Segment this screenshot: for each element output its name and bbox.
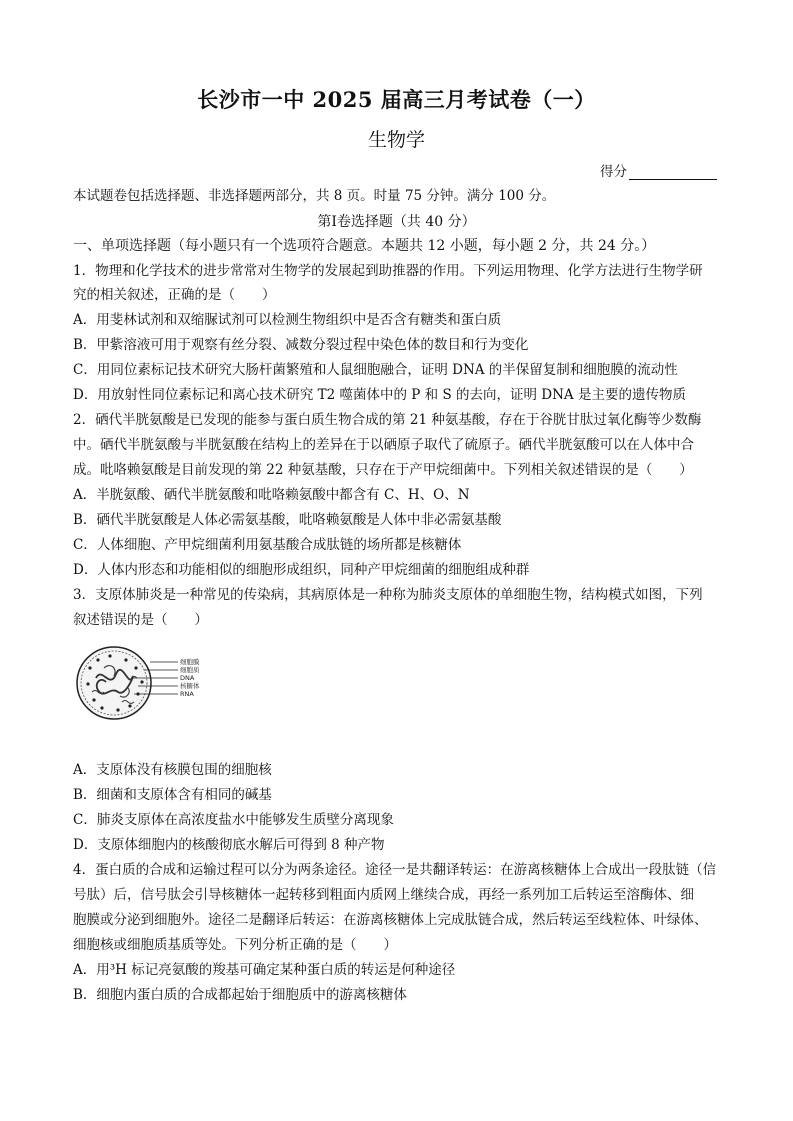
question-4-stem-line-3: 胞膜或分泌到细胞外。途径二是翻译后转运：在游离核糖体上完成肽链合成，然后转运至线粒体、叶绿体、 bbox=[73, 912, 708, 928]
question-4-option-b: B．细胞内蛋白质的合成都起始于细胞质中的游离核糖体 bbox=[73, 987, 407, 1003]
question-1-stem-line-1: 1．物理和化学技术的进步常常对生物学的发展起到助推器的作用。下列运用物理、化学方法进行生物学研 bbox=[73, 263, 703, 279]
question-3-option-d: D．支原体细胞内的核酸彻底水解后可得到 8 种产物 bbox=[73, 837, 385, 853]
question-4-stem-line-4: 细胞核或细胞质基质等处。下列分析正确的是（ ） bbox=[73, 937, 397, 953]
question-4-stem-line-2: 号肽）后，信号肽会引导核糖体一起转移到粗面内质网上继续合成，再经一系列加工后转运至溶酶体、细 bbox=[73, 887, 694, 903]
question-3-option-b: B．细菌和支原体含有相同的碱基 bbox=[73, 787, 272, 803]
question-2-option-b: B．硒代半胱氨酸是人体必需氨基酸，吡咯赖氨酸是人体中非必需氨基酸 bbox=[73, 512, 502, 528]
label-dna: DNA bbox=[180, 674, 195, 682]
label-ribosome: 核糖体 bbox=[180, 682, 200, 690]
question-4-option-a: A．用³H 标记亮氨酸的羧基可确定某种蛋白质的转运是何种途径 bbox=[73, 962, 456, 978]
score-field bbox=[600, 160, 717, 180]
score-blank bbox=[629, 165, 717, 180]
question-1-option-d: D．用放射性同位素标记和离心技术研究 T2 噬菌体中的 P 和 S 的去向，证明 DNA 是主要的遗传物质 bbox=[73, 387, 686, 403]
question-3-stem-line-1: 3．支原体肺炎是一种常见的传染病，其病原体是一种称为肺炎支原体的单细胞生物，结构模式如图，下列 bbox=[73, 587, 703, 603]
label-rna: RNA bbox=[180, 690, 194, 698]
question-2-stem-line-2: 中。硒代半胱氨酸与半胱氨酸在结构上的差异在于以硒原子取代了硫原子。硒代半胱氨酸可以在人体中合 bbox=[73, 437, 694, 453]
mycoplasma-diagram bbox=[74, 638, 234, 750]
question-1-option-a: A．用斐林试剂和双缩脲试剂可以检测生物组织中是否含有糖类和蛋白质 bbox=[73, 312, 502, 328]
question-3-stem-line-2: 叙述错误的是（ ） bbox=[73, 612, 208, 628]
question-2-stem-line-3: 成。吡咯赖氨酸是目前发现的第 22 种氨基酸，只存在于产甲烷细菌中。下列相关叙述错误的是（ ） bbox=[73, 462, 693, 478]
question-2-option-a: A．半胱氨酸、硒代半胱氨酸和吡咯赖氨酸中都含有 C、H、O、N bbox=[73, 487, 470, 503]
question-3-option-a: A．支原体没有核膜包围的细胞核 bbox=[73, 762, 272, 778]
question-3-option-c: C．肺炎支原体在高浓度盐水中能够发生质壁分离现象 bbox=[73, 812, 394, 828]
mycoplasma-structure-figure bbox=[74, 638, 234, 750]
question-2-option-d: D．人体内形态和功能相似的细胞形成组织，同种产甲烷细菌的细胞组成种群 bbox=[73, 562, 530, 578]
question-4-stem-line-1: 4．蛋白质的合成和运输过程可以分为两条途径。途径一是共翻译转运：在游离核糖体上合成出一段肽链（信 bbox=[73, 862, 717, 878]
label-cell-membrane: 细胞膜 bbox=[180, 658, 200, 666]
question-2-stem-line-1: 2．硒代半胱氨酸是已发现的能参与蛋白质生物合成的第 21 种氨基酸，存在于谷胱甘肽过氧化酶等少数酶 bbox=[73, 412, 702, 428]
score-label: 得分 bbox=[600, 164, 627, 180]
question-2-option-c: C．人体细胞、产甲烷细菌利用氨基酸合成肽链的场所都是核糖体 bbox=[73, 537, 462, 553]
question-1-stem-line-2: 究的相关叙述，正确的是（ ） bbox=[73, 287, 276, 303]
subject-title: 生物学 bbox=[367, 129, 425, 151]
part-title: 第Ⅰ卷选择题（共 40 分） bbox=[317, 214, 476, 230]
question-1-option-c: C．用同位素标记技术研究大肠杆菌繁殖和人鼠细胞融合，证明 DNA 的半保留复制和细胞膜的流动性 bbox=[73, 362, 678, 378]
question-1-option-b: B．甲紫溶液可用于观察有丝分裂、减数分裂过程中染色体的数目和行为变化 bbox=[73, 337, 529, 353]
exam-intro: 本试题卷包括选择题、非选择题两部分，共 8 页。时量 75 分钟。满分 100 分。 bbox=[73, 188, 556, 204]
exam-title: 长沙市一中 2025 届高三月考试卷（一） bbox=[197, 87, 596, 112]
section-title: 一、单项选择题（每小题只有一个选项符合题意。本题共 12 小题，每小题 2 分，共 24 分。） bbox=[73, 238, 656, 254]
label-cytoplasm: 细胞质 bbox=[180, 666, 200, 674]
